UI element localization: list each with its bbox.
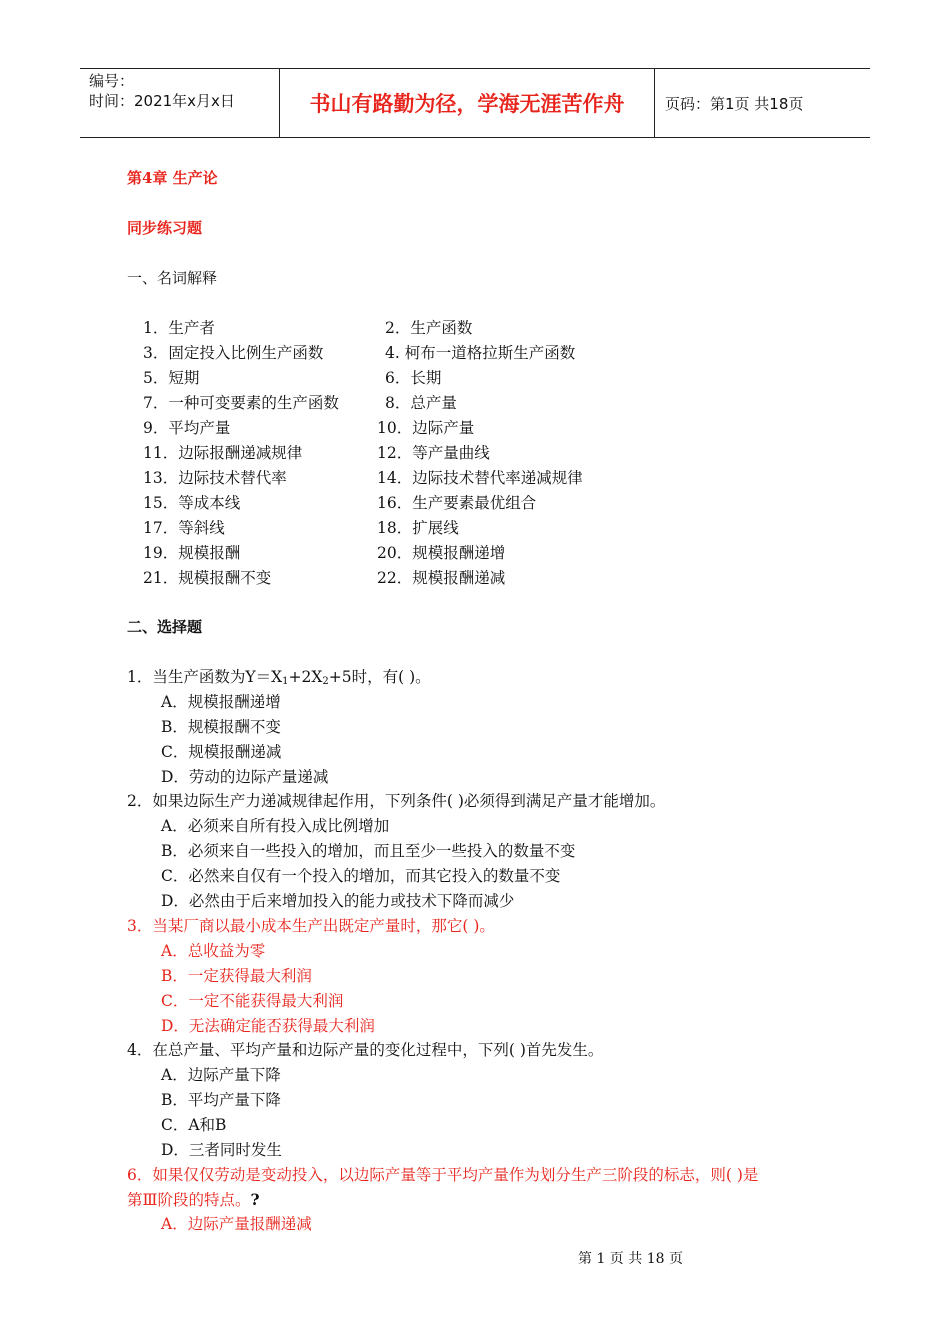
question-3: 3．当某厂商以最小成本生产出既定产量时，那它( )。 [127,917,495,935]
option: D．劳动的边际产量递减 [161,768,329,786]
term-left: 1．生产者 [143,319,215,337]
question-1-prefix: 1．当生产函数为Y＝X [127,668,283,686]
option: B．规模报酬不变 [161,718,281,736]
time-label: 时间：2021年x月x日 [89,92,235,110]
question-1-suffix: +5时，有( )。 [328,668,431,686]
option: B．一定获得最大利润 [161,967,312,985]
term-left: 21．规模报酬不变 [143,569,272,587]
option: D．无法确定能否获得最大利润 [161,1017,375,1035]
page-footer: 第 1 页 共 18 页 [578,1251,683,1267]
term-right: 2．生产函数 [385,319,473,337]
section1-title: 一、名词解释 [127,269,218,287]
option: B．平均产量下降 [161,1091,281,1109]
subscript-2: 2 [322,676,329,687]
term-right: 8．总产量 [385,394,457,412]
term-left: 15．等成本线 [143,494,241,512]
term-right: 22．规模报酬递减 [377,569,506,587]
term-left: 19．规模报酬 [143,544,241,562]
section2-title: 二、选择题 [127,618,203,636]
term-right: 10．边际产量 [377,419,475,437]
question-6-line2-text: 第Ⅲ阶段的特点。 [127,1191,251,1209]
option: C．必然来自仅有一个投入的增加，而其它投入的数量不变 [161,867,561,885]
option: B．必须来自一些投入的增加，而且至少一些投入的数量不变 [161,842,576,860]
option: A．总收益为零 [161,942,266,960]
term-left: 5．短期 [143,369,200,387]
term-right: 18．扩展线 [377,519,459,537]
option: A．规模报酬递增 [161,693,281,711]
question-6-line2 [127,1188,260,1210]
question-2: 2．如果边际生产力递减规律起作用，下列条件( )必须得到满足产量才能增加。 [127,792,666,810]
term-right: 6．长期 [385,369,442,387]
option: C．规模报酬递减 [161,743,282,761]
chapter-title: 第4章 生产论 [127,169,218,187]
option: D．三者同时发生 [161,1141,282,1159]
term-left: 17．等斜线 [143,519,225,537]
question-mark: ? [250,1190,260,1209]
section-practice-title: 同步练习题 [127,219,203,237]
term-right: 16．生产要素最优组合 [377,494,537,512]
term-left: 11．边际报酬递减规律 [143,444,303,462]
term-left: 3．固定投入比例生产函数 [143,344,324,362]
number-label: 编号： [89,72,135,90]
question-1-mid: +2X [288,668,323,686]
question-1 [127,665,431,687]
header-page-label: 页码：第1页 共18页 [665,94,804,113]
option: D．必然由于后来增加投入的能力或技术下降而减少 [161,892,515,910]
subscript-1: 1 [282,676,289,687]
term-right: 14．边际技术替代率递减规律 [377,469,583,487]
term-right: 4. 柯布一道格拉斯生产函数 [385,344,576,362]
question-4: 4．在总产量、平均产量和边际产量的变化过程中，下列( )首先发生。 [127,1041,604,1059]
option: A．必须来自所有投入成比例增加 [161,817,390,835]
option: C．A和B [161,1116,227,1134]
term-left: 13．边际技术替代率 [143,469,287,487]
term-right: 12．等产量曲线 [377,444,490,462]
header-table [80,68,870,138]
header-motto: 书山有路勤为径，学海无涯苦作舟 [280,69,655,137]
option: A．边际产量报酬递减 [161,1215,312,1233]
term-left: 7．一种可变要素的生产函数 [143,394,339,412]
option: C．一定不能获得最大利润 [161,992,344,1010]
header-left-cell [80,69,280,137]
term-left: 9．平均产量 [143,419,231,437]
question-6-line1: 6．如果仅仅劳动是变动投入，以边际产量等于平均产量作为划分生产三阶段的标志，则( )是 [127,1166,759,1184]
option: A．边际产量下降 [161,1066,281,1084]
term-right: 20．规模报酬递增 [377,544,506,562]
